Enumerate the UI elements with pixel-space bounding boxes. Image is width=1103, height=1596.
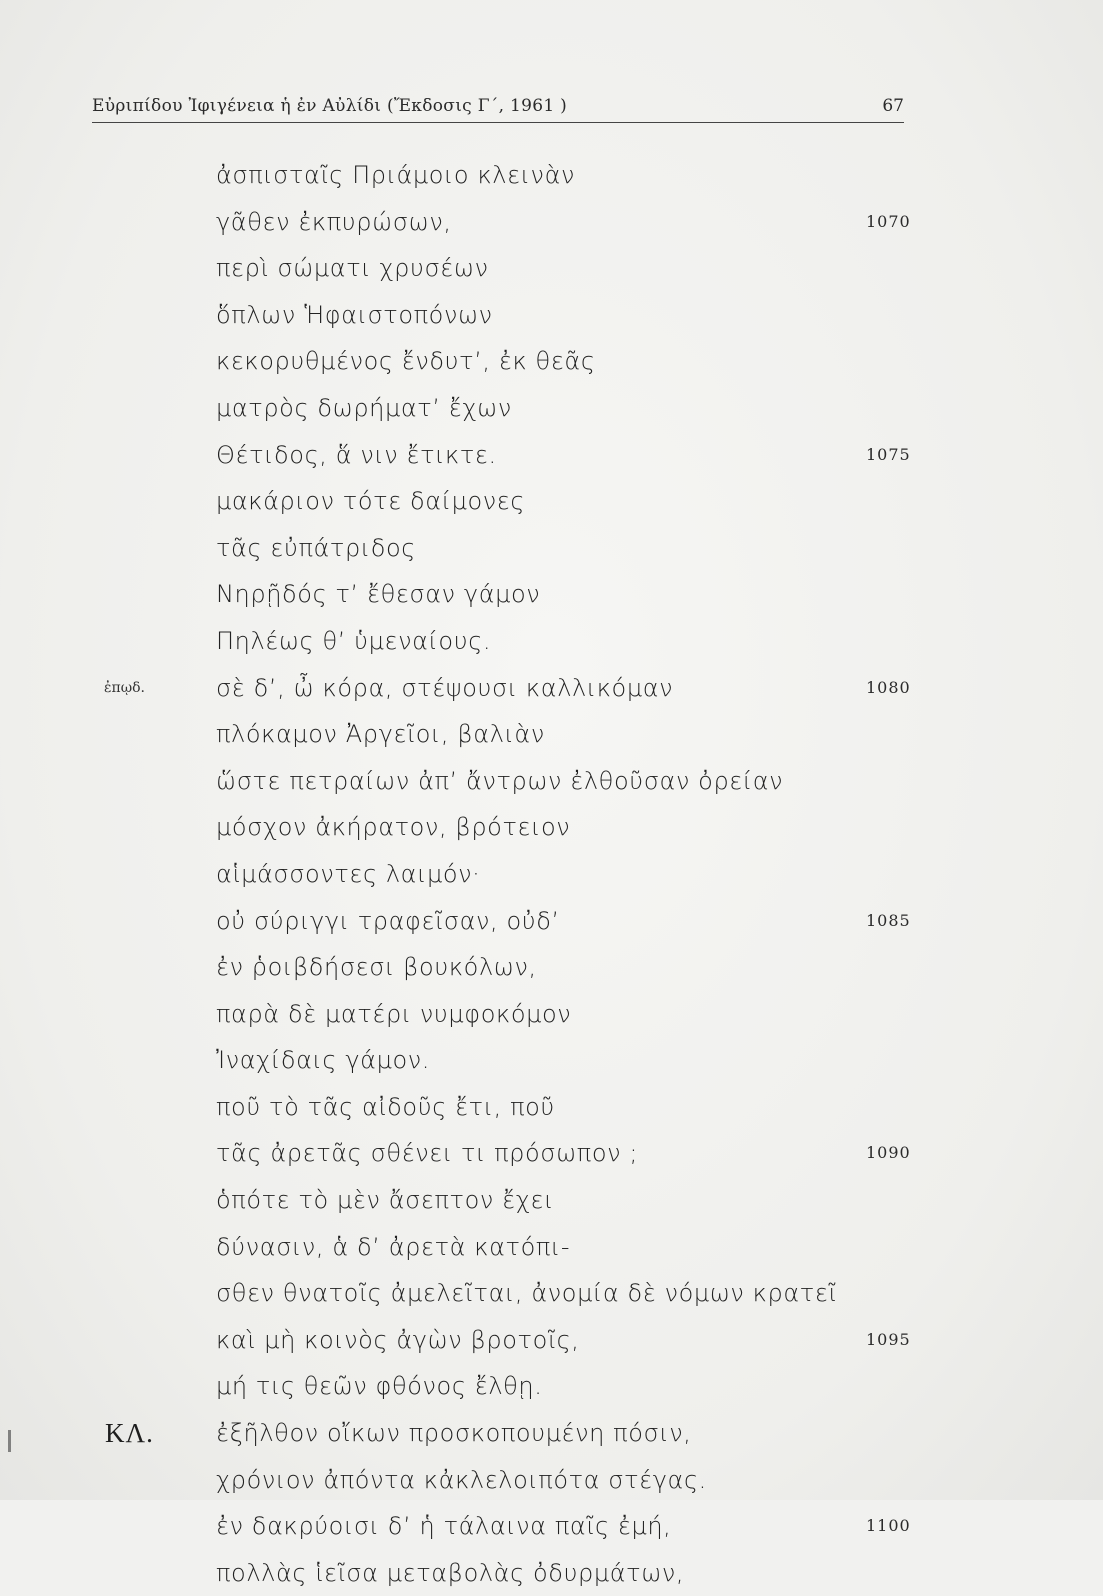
verse-text: γᾶθεν ἐκπυρώσων, — [216, 207, 452, 236]
header-title: Εὐριπίδου Ἰφιγένεια ἡ ἐν Αὐλίδι (Ἔκδοσις Γ΄, 1961 ) — [92, 96, 568, 116]
verse-text: ὅπλων Ἡφαιστοπόνων — [216, 300, 493, 329]
verse-line — [0, 1224, 1103, 1271]
verse-text: σθεν θνατοῖς ἀμελεῖται, ἀνομία δὲ νόμων κρατεῖ — [216, 1279, 838, 1308]
verse-text: παρὰ δὲ ματέρι νυμφοκόμον — [216, 999, 572, 1028]
verse-line — [0, 1084, 1103, 1131]
verse-text: τᾶς εὐπάτριδος — [216, 533, 416, 562]
verse-text: μόσχον ἀκήρατον, βρότειον — [216, 813, 571, 842]
verse-text: πλόκαμον Ἀργεῖοι, βαλιὰν — [216, 720, 545, 749]
line-number: 1075 — [866, 444, 911, 464]
verse-line — [0, 1130, 1103, 1177]
verse-text: ἀσπισταῖς Πριάμοιο κλεινὰν — [216, 161, 575, 189]
verse-line — [0, 525, 1103, 572]
verse-text: Πηλέως θ’ ὑμεναίους. — [216, 626, 492, 655]
verse-text: οὐ σύριγγι τραφεῖσαν, οὐδ’ — [216, 906, 560, 935]
verse-line — [0, 292, 1103, 339]
marginal-note: ἐπῳδ. — [104, 679, 146, 696]
verse-line — [0, 338, 1103, 385]
verse-line — [0, 804, 1103, 851]
speaker-label: ΚΛ. — [105, 1418, 154, 1449]
page-edge-mark — [8, 1430, 11, 1452]
verse-line — [0, 1550, 1103, 1596]
line-number: 1090 — [866, 1143, 911, 1163]
verse-text: ποῦ τὸ τᾶς αἰδοῦς ἔτι, ποῦ — [216, 1092, 555, 1121]
verse-text: σὲ δ’, ὦ κόρα, στέψουσι καλλικόμαν — [216, 673, 674, 702]
verse-block — [0, 152, 1103, 1596]
verse-line — [0, 245, 1103, 292]
verse-text: πολλὰς ἱεῖσα μεταβολὰς ὀδυρμάτων, — [216, 1558, 685, 1587]
line-number: 1085 — [866, 910, 911, 930]
verse-line — [0, 991, 1103, 1038]
verse-line — [0, 1177, 1103, 1224]
verse-text: Θέτιδος, ἅ νιν ἔτικτε. — [216, 440, 497, 469]
line-number: 1095 — [866, 1329, 911, 1349]
verse-line — [0, 711, 1103, 758]
line-number: 1080 — [866, 677, 911, 697]
verse-line — [0, 898, 1103, 945]
verse-text: καὶ μὴ κοινὸς ἀγὼν βροτοῖς, — [216, 1325, 580, 1354]
verse-text: μή τις θεῶν φθόνος ἔλθῃ. — [216, 1372, 543, 1401]
verse-text: περὶ σώματι χρυσέων — [216, 254, 489, 283]
verse-text: ὥστε πετραίων ἀπ’ ἄντρων ἐλθοῦσαν ὀρείαν — [216, 766, 784, 795]
verse-line — [0, 152, 1103, 199]
line-number: 1100 — [866, 1516, 911, 1536]
verse-text: ὁπότε τὸ μὲν ἄσεπτον ἔχει — [216, 1186, 554, 1215]
verse-text: ἐξῆλθον οἴκων προσκοπουμένη πόσιν, — [216, 1419, 692, 1448]
verse-line — [0, 199, 1103, 246]
verse-text: κεκορυθμένος ἔνδυτ’, ἐκ θεᾶς — [216, 347, 596, 376]
verse-text: ἐν ῥοιβδήσεσι βουκόλων, — [216, 953, 537, 982]
verse-line — [0, 1457, 1103, 1504]
verse-line — [0, 618, 1103, 665]
verse-line — [0, 1503, 1103, 1550]
verse-line — [0, 851, 1103, 898]
verse-line — [0, 1037, 1103, 1084]
verse-line — [0, 758, 1103, 805]
verse-text: Ἰναχίδαις γάμον. — [216, 1046, 430, 1075]
line-number: 1070 — [866, 211, 911, 231]
verse-line — [0, 385, 1103, 432]
verse-line — [0, 432, 1103, 479]
verse-line — [0, 1317, 1103, 1364]
verse-line — [0, 944, 1103, 991]
page-number: 67 — [882, 96, 904, 116]
verse-text: χρόνιον ἀπόντα κἀκλελοιπότα στέγας. — [216, 1465, 707, 1494]
verse-line — [0, 1270, 1103, 1317]
running-header — [92, 86, 904, 123]
verse-line — [0, 1363, 1103, 1410]
verse-line — [0, 478, 1103, 525]
verse-text: ἐν δακρύοισι δ’ ἡ τάλαινα παῖς ἐμή, — [216, 1512, 672, 1541]
verse-line — [0, 1410, 1103, 1457]
verse-text: ματρὸς δωρήματ’ ἔχων — [216, 393, 512, 422]
verse-line — [0, 665, 1103, 712]
verse-text: αἱμάσσοντες λαιμόν· — [216, 859, 481, 888]
verse-line — [0, 571, 1103, 618]
verse-text: δύνασιν, ἁ δ’ ἀρετὰ κατόπι- — [216, 1232, 571, 1261]
verse-text: τᾶς ἀρετᾶς σθένει τι πρόσωπον ; — [216, 1139, 639, 1168]
verse-text: μακάριον τότε δαίμονες — [216, 487, 526, 516]
verse-text: Νηρῇδός τ’ ἔθεσαν γάμον — [216, 580, 541, 609]
